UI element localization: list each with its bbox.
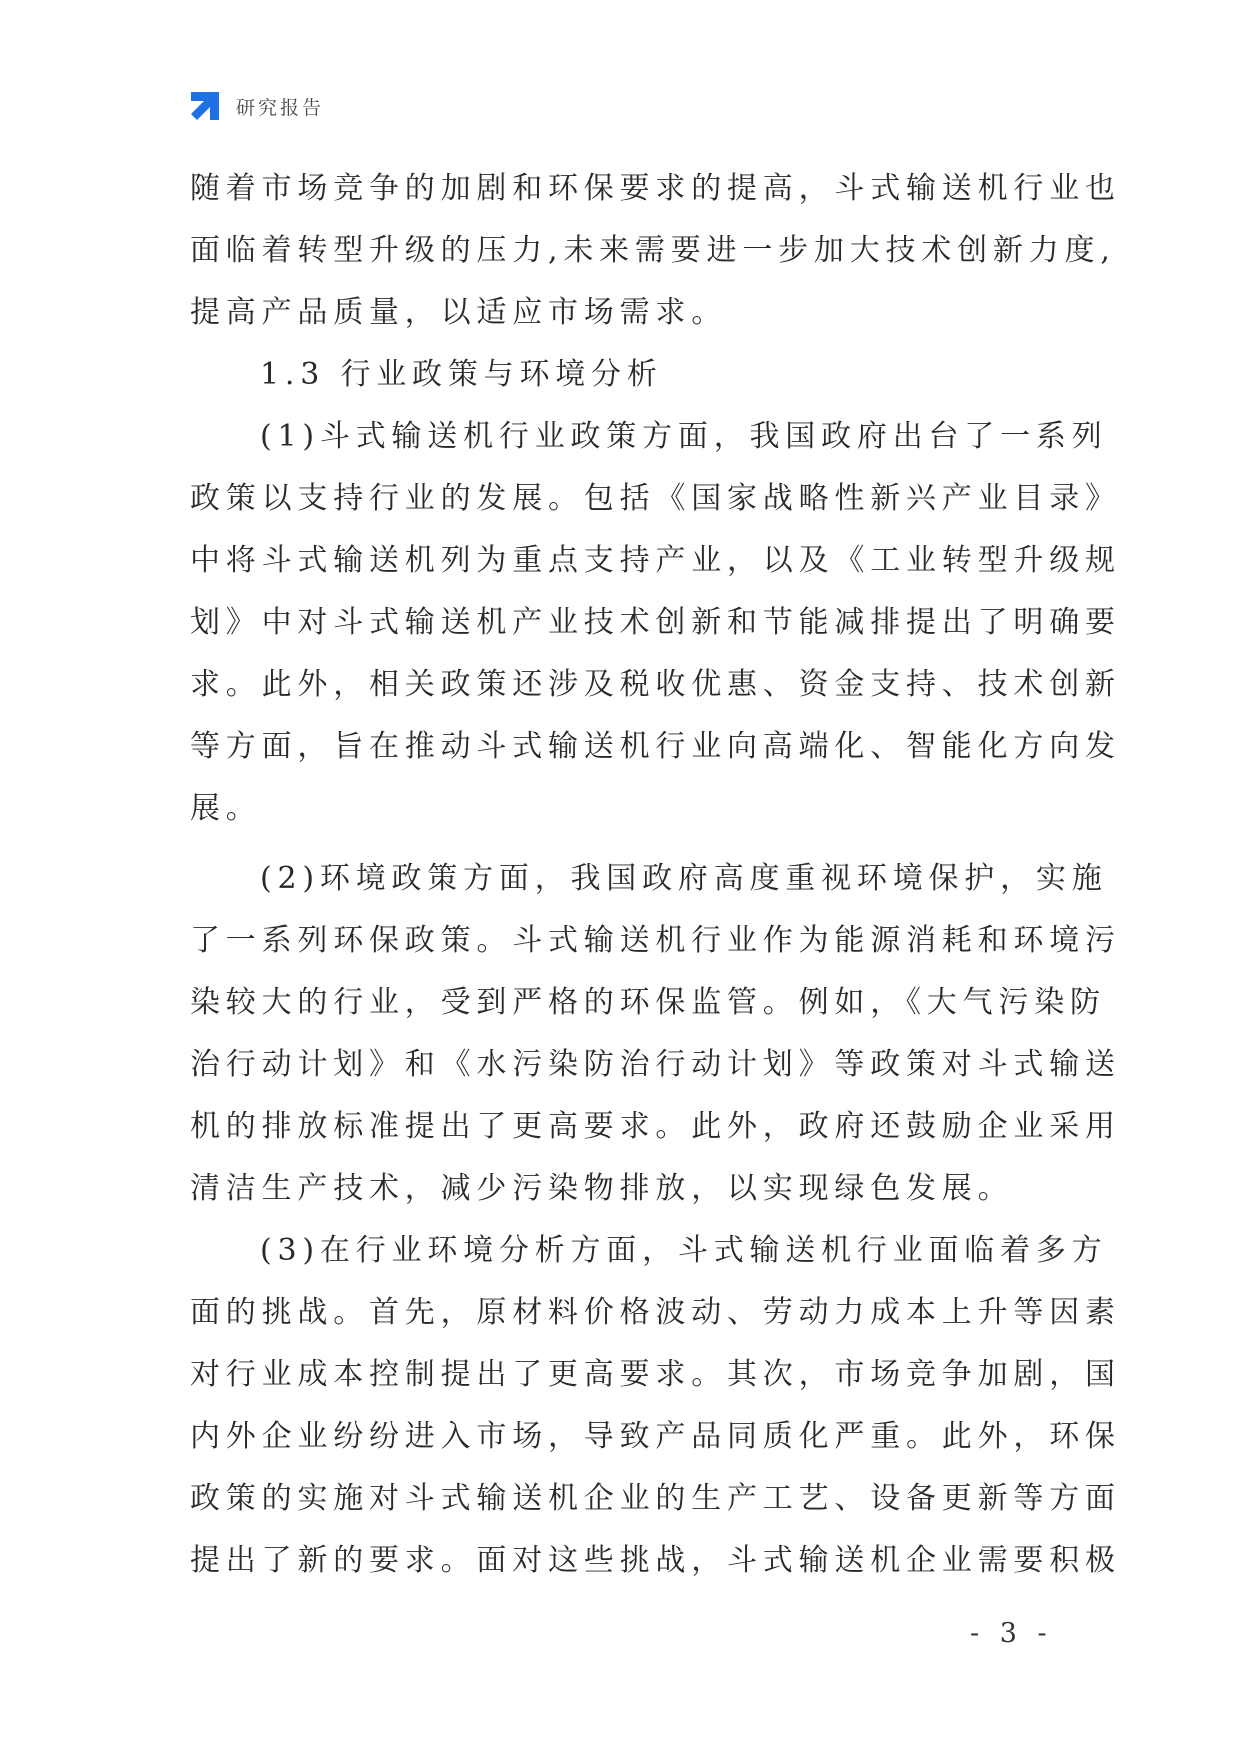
text-line: (1)斗式输送机行业政策方面，我国政府出台了一系列: [260, 419, 1108, 454]
text-line: 面的挑战。首先，原材料价格波动、劳动力成本上升等因素: [190, 1295, 1121, 1330]
text-line: 面临着转型升级的压力,未来需要进一步加大技术创新力度,: [190, 233, 1116, 268]
report-header: [188, 88, 324, 124]
text-line: 内外企业纷纷进入市场，导致产品同质化严重。此外，环保: [190, 1419, 1121, 1454]
text-line: 政策以支持行业的发展。包括《国家战略性新兴产业目录》: [190, 481, 1121, 516]
text-line: 政策的实施对斗式输送机企业的生产工艺、设备更新等方面: [190, 1481, 1121, 1516]
section-heading: 1.3 行业政策与环境分析: [260, 357, 663, 392]
text-line: 展。: [190, 791, 262, 826]
arrow-logo-icon: [188, 89, 222, 123]
document-body: [190, 158, 1121, 1592]
text-line: 对行业成本控制提出了更高要求。其次，市场竞争加剧，国: [190, 1357, 1121, 1392]
text-line: 提出了新的要求。面对这些挑战，斗式输送机企业需要积极: [190, 1543, 1121, 1578]
paragraph-industry-environment: [190, 1220, 1121, 1592]
text-line: 了一系列环保政策。斗式输送机行业作为能源消耗和环境污: [190, 923, 1121, 958]
page-number: - 3 -: [970, 1618, 1053, 1649]
text-line: (3)在行业环境分析方面，斗式输送机行业面临着多方: [260, 1233, 1108, 1268]
text-line: (2)环境政策方面，我国政府高度重视环境保护，实施: [260, 861, 1108, 896]
text-line: 随着市场竞争的加剧和环保要求的提高，斗式输送机行业也: [190, 171, 1121, 206]
text-line: 染较大的行业，受到严格的环保监管。例如，《大气污染防: [190, 985, 1106, 1020]
text-line: 提高产品质量，以适应市场需求。: [190, 295, 727, 330]
paragraph-industry-policy: [190, 406, 1121, 840]
text-line: 治行动计划》和《水污染防治行动计划》等政策对斗式输送: [190, 1047, 1121, 1082]
text-line: 清洁生产技术，减少污染物排放，以实现绿色发展。: [190, 1171, 1014, 1206]
text-line: 求。此外，相关政策还涉及税收优惠、资金支持、技术创新: [190, 667, 1121, 702]
paragraph-environment-policy: [190, 848, 1121, 1220]
text-line: 机的排放标准提出了更高要求。此外，政府还鼓励企业采用: [190, 1109, 1121, 1144]
text-line: 等方面，旨在推动斗式输送机行业向高端化、智能化方向发: [190, 729, 1121, 764]
text-line: 中将斗式输送机列为重点支持产业，以及《工业转型升级规: [190, 543, 1121, 578]
text-line: 划》中对斗式输送机产业技术创新和节能减排提出了明确要: [190, 605, 1121, 640]
header-title: 研究报告: [236, 96, 325, 119]
paragraph-intro: [190, 158, 1121, 344]
